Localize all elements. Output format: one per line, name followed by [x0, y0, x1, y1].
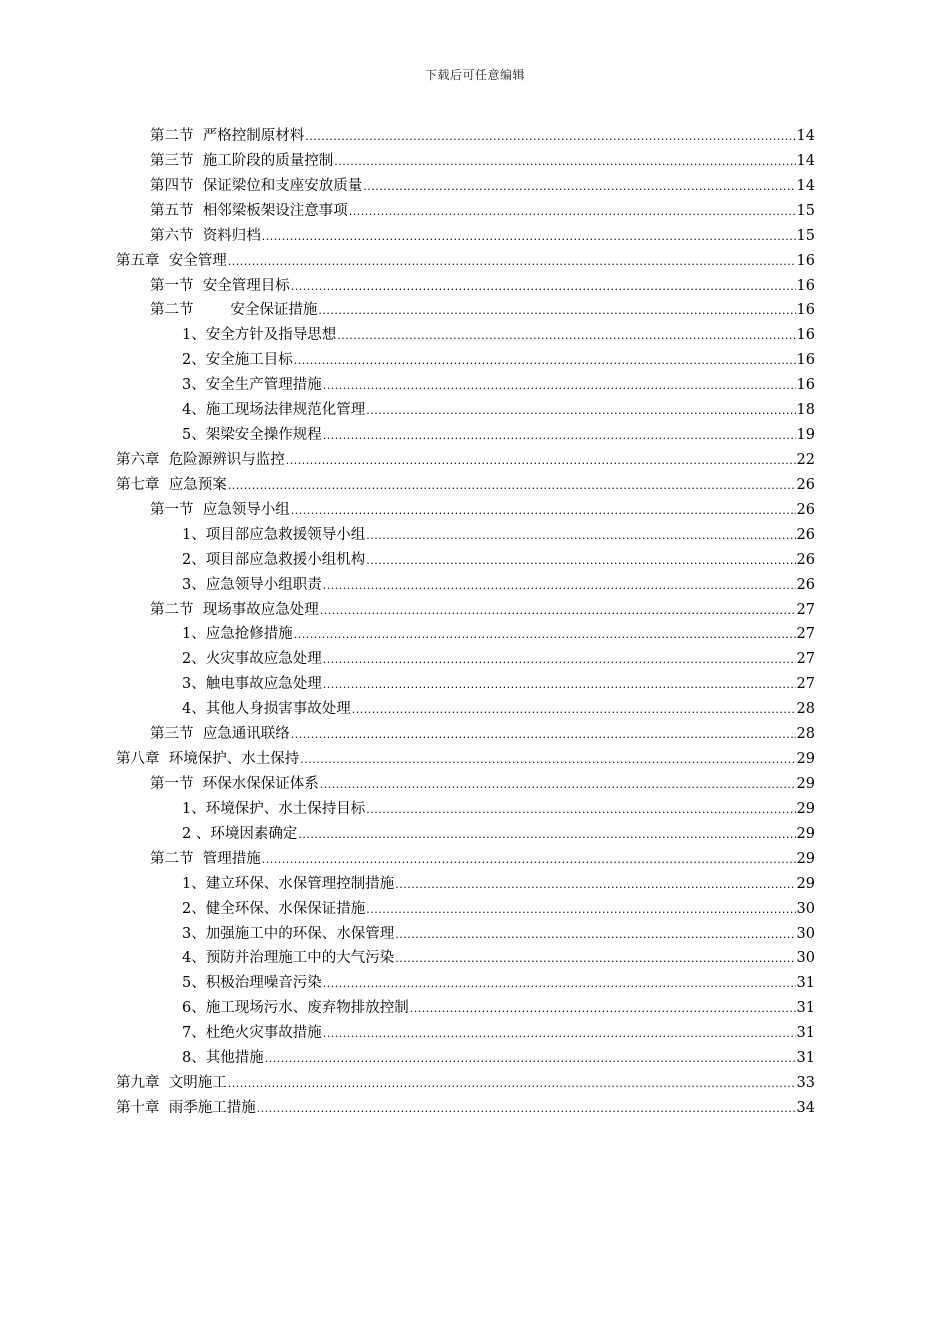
- toc-dot-leader: [349, 205, 796, 218]
- page-header: 下载后可任意编辑: [424, 68, 525, 82]
- toc-dot-leader: [265, 1052, 796, 1065]
- toc-entry-page-number: 16: [796, 327, 815, 344]
- toc-entry-page-number: 15: [796, 202, 815, 219]
- toc-entry-title: 2、安全施工目标: [182, 352, 293, 369]
- toc-entry-page-number: 29: [796, 800, 815, 817]
- toc-dot-leader: [323, 579, 796, 592]
- toc-entry[interactable]: [116, 772, 815, 797]
- toc-entry[interactable]: [116, 523, 815, 548]
- toc-entry[interactable]: [116, 847, 815, 872]
- toc-entry-page-number: 29: [796, 751, 815, 768]
- toc-entry-page-number: 15: [796, 227, 815, 244]
- toc-entry-page-number: 26: [796, 526, 815, 543]
- toc-dot-leader: [366, 404, 795, 417]
- toc-dot-leader: [395, 952, 795, 965]
- toc-entry-page-number: 19: [796, 427, 815, 444]
- toc-entry-title: 第六节 资料归档: [150, 227, 261, 244]
- toc-entry[interactable]: [116, 274, 815, 299]
- toc-entry-title: 4、预防并治理施工中的大气污染: [182, 950, 395, 967]
- toc-entry[interactable]: [116, 1021, 815, 1046]
- toc-entry-title: 1、环境保护、水土保持目标: [182, 800, 366, 817]
- toc-entry-title: 6、施工现场污水、废弃物排放控制: [182, 1000, 409, 1017]
- toc-entry-page-number: 27: [796, 626, 815, 643]
- toc-entry-page-number: 26: [796, 551, 815, 568]
- toc-entry-title: 4、其他人身损害事故处理: [182, 701, 351, 718]
- toc-entry[interactable]: [116, 573, 815, 598]
- toc-entry-page-number: 14: [796, 152, 815, 169]
- toc-entry-title: 第四节 保证梁位和支座安放质量: [150, 177, 363, 194]
- toc-entry-title: 第一节 应急领导小组: [150, 501, 290, 518]
- toc-entry-page-number: 27: [796, 601, 815, 618]
- toc-entry-title: 7、杜绝火灾事故措施: [182, 1025, 322, 1042]
- toc-entry[interactable]: [116, 971, 815, 996]
- toc-dot-leader: [366, 554, 795, 567]
- toc-entry-page-number: 16: [796, 352, 815, 369]
- toc-dot-leader: [228, 255, 796, 268]
- toc-entry-page-number: 31: [796, 1000, 815, 1017]
- toc-dot-leader: [298, 828, 795, 841]
- toc-entry-title: 3、触电事故应急处理: [182, 676, 322, 693]
- toc-entry-title: 4、施工现场法律规范化管理: [182, 402, 366, 419]
- toc-entry[interactable]: [116, 149, 815, 174]
- toc-entry-page-number: 27: [796, 676, 815, 693]
- toc-entry-title: 2 、环境因素确定: [182, 825, 298, 842]
- toc-dot-leader: [318, 304, 795, 317]
- toc-entry-title: 第二节 严格控制原材料: [150, 128, 305, 144]
- toc-entry-page-number: 31: [796, 1050, 815, 1067]
- toc-entry[interactable]: [116, 224, 815, 249]
- toc-dot-leader: [262, 853, 796, 866]
- toc-dot-leader: [291, 504, 796, 517]
- toc-dot-leader: [286, 454, 796, 467]
- toc-entry[interactable]: [116, 348, 815, 373]
- toc-entry-title: 第七章 应急预案: [116, 476, 227, 493]
- toc-entry[interactable]: [116, 672, 815, 697]
- toc-entry[interactable]: [116, 174, 815, 199]
- toc-dot-leader: [323, 429, 796, 442]
- toc-entry-page-number: 30: [796, 950, 815, 967]
- toc-entry-page-number: 16: [796, 277, 815, 294]
- toc-entry-page-number: 28: [796, 726, 815, 743]
- toc-entry-page-number: 16: [796, 302, 815, 319]
- toc-entry[interactable]: [116, 647, 815, 672]
- toc-entry-title: 第二节 安全保证措施: [150, 302, 318, 319]
- toc-entry[interactable]: [116, 622, 815, 647]
- toc-entry-page-number: 22: [796, 451, 815, 468]
- toc-dot-leader: [294, 354, 796, 367]
- toc-entry-title: 1、应急抢修措施: [182, 626, 293, 643]
- toc-entry-page-number: 29: [796, 825, 815, 842]
- toc-entry-title: 2、健全环保、水保保证措施: [182, 900, 366, 917]
- toc-entry-title: 3、应急领导小组职责: [182, 576, 322, 593]
- toc-entry-title: 8、其他措施: [182, 1050, 264, 1067]
- toc-dot-leader: [410, 1002, 796, 1015]
- toc-dot-leader: [323, 678, 796, 691]
- toc-entry-title: 1、项目部应急救援领导小组: [182, 526, 366, 543]
- toc-entry[interactable]: [116, 797, 815, 822]
- toc-entry-title: 5、积极治理噪音污染: [182, 975, 322, 992]
- toc-entry-page-number: 30: [796, 900, 815, 917]
- toc-dot-leader: [228, 479, 796, 492]
- toc-dot-leader: [300, 753, 795, 766]
- toc-entry[interactable]: [116, 922, 815, 947]
- toc-dot-leader: [262, 230, 796, 243]
- toc-dot-leader: [337, 329, 795, 342]
- toc-entry-title: 第八章 环境保护、水土保持: [116, 751, 300, 768]
- toc-entry[interactable]: [116, 822, 815, 847]
- toc-entry[interactable]: [116, 747, 815, 772]
- toc-entry-title: 第一节 安全管理目标: [150, 277, 290, 294]
- toc-entry-page-number: 33: [796, 1075, 815, 1092]
- toc-entry-title: 第五章 安全管理: [116, 252, 227, 269]
- toc-entry[interactable]: [116, 722, 815, 747]
- toc-dot-leader: [323, 977, 796, 990]
- toc-dot-leader: [352, 703, 796, 716]
- toc-entry-title: 5、架梁安全操作规程: [182, 427, 322, 444]
- toc-entry[interactable]: [116, 498, 815, 523]
- toc-dot-leader: [323, 653, 796, 666]
- toc-entry[interactable]: [116, 1046, 815, 1071]
- toc-entry[interactable]: [116, 946, 815, 971]
- toc-dot-leader: [323, 1027, 796, 1040]
- toc-entry-title: 2、项目部应急救援小组机构: [182, 551, 366, 568]
- toc-entry[interactable]: [116, 872, 815, 897]
- toc-dot-leader: [366, 529, 795, 542]
- toc-entry-title: 1、安全方针及指导思想: [182, 327, 337, 344]
- toc-entry-page-number: 29: [796, 875, 815, 892]
- toc-entry[interactable]: [116, 448, 815, 473]
- toc-entry[interactable]: [116, 423, 815, 448]
- toc-entry-page-number: 31: [796, 975, 815, 992]
- toc-entry-title: 3、安全生产管理措施: [182, 377, 322, 394]
- toc-entry-page-number: 31: [796, 1025, 815, 1042]
- toc-entry[interactable]: [116, 124, 815, 149]
- toc-entry-page-number: 26: [796, 501, 815, 518]
- toc-entry[interactable]: [116, 373, 815, 398]
- toc-entry[interactable]: [116, 697, 815, 722]
- toc-entry-title: 第五节 相邻梁板架设注意事项: [150, 202, 348, 219]
- toc-entry-title: 第一节 环保水保保证体系: [150, 775, 319, 792]
- toc-entry-title: 第三节 施工阶段的质量控制: [150, 152, 334, 169]
- toc-dot-leader: [363, 180, 795, 193]
- toc-entry-page-number: 14: [796, 128, 815, 144]
- toc-entry-page-number: 29: [796, 850, 815, 867]
- toc-entry-title: 1、建立环保、水保管理控制措施: [182, 875, 395, 892]
- toc-dot-leader: [291, 280, 796, 293]
- toc-entry-title: 3、加强施工中的环保、水保管理: [182, 925, 395, 942]
- toc-dot-leader: [291, 728, 796, 741]
- toc-entry[interactable]: [116, 323, 815, 348]
- table-of-contents: [116, 124, 815, 1121]
- toc-entry-page-number: 29: [796, 775, 815, 792]
- toc-dot-leader: [320, 778, 796, 791]
- toc-dot-leader: [366, 903, 795, 916]
- toc-dot-leader: [228, 1077, 796, 1090]
- toc-entry[interactable]: [116, 249, 815, 274]
- toc-entry[interactable]: [116, 473, 815, 498]
- toc-entry[interactable]: [116, 199, 815, 224]
- toc-dot-leader: [294, 628, 796, 641]
- toc-entry-page-number: 14: [796, 177, 815, 194]
- toc-entry[interactable]: [116, 398, 815, 423]
- toc-entry-page-number: 27: [796, 651, 815, 668]
- toc-dot-leader: [395, 928, 795, 941]
- toc-entry[interactable]: [116, 1096, 815, 1121]
- toc-entry-title: 第二节 管理措施: [150, 850, 261, 867]
- toc-entry[interactable]: [116, 548, 815, 573]
- toc-entry[interactable]: [116, 298, 815, 323]
- toc-entry-title: 第九章 文明施工: [116, 1075, 227, 1092]
- toc-entry-page-number: 16: [796, 252, 815, 269]
- toc-dot-leader: [305, 130, 795, 143]
- toc-entry-page-number: 28: [796, 701, 815, 718]
- toc-entry-title: 第十章 雨季施工措施: [116, 1099, 256, 1116]
- toc-entry[interactable]: [116, 1071, 815, 1096]
- toc-dot-leader: [320, 604, 796, 617]
- toc-dot-leader: [334, 155, 795, 168]
- toc-dot-leader: [395, 878, 795, 891]
- toc-dot-leader: [366, 803, 795, 816]
- toc-entry-title: 2、火灾事故应急处理: [182, 651, 322, 668]
- toc-dot-leader: [323, 379, 796, 392]
- toc-dot-leader: [257, 1102, 796, 1115]
- toc-entry-title: 第六章 危险源辨识与监控: [116, 451, 285, 468]
- toc-entry-page-number: 16: [796, 377, 815, 394]
- toc-entry-page-number: 34: [796, 1099, 815, 1116]
- toc-entry[interactable]: [116, 996, 815, 1021]
- toc-entry[interactable]: [116, 598, 815, 623]
- toc-entry-page-number: 18: [796, 402, 815, 419]
- toc-entry-page-number: 26: [796, 476, 815, 493]
- toc-entry-title: 第二节 现场事故应急处理: [150, 601, 319, 618]
- toc-entry[interactable]: [116, 897, 815, 922]
- toc-entry-page-number: 30: [796, 925, 815, 942]
- toc-entry-page-number: 26: [796, 576, 815, 593]
- toc-entry-title: 第三节 应急通讯联络: [150, 726, 290, 743]
